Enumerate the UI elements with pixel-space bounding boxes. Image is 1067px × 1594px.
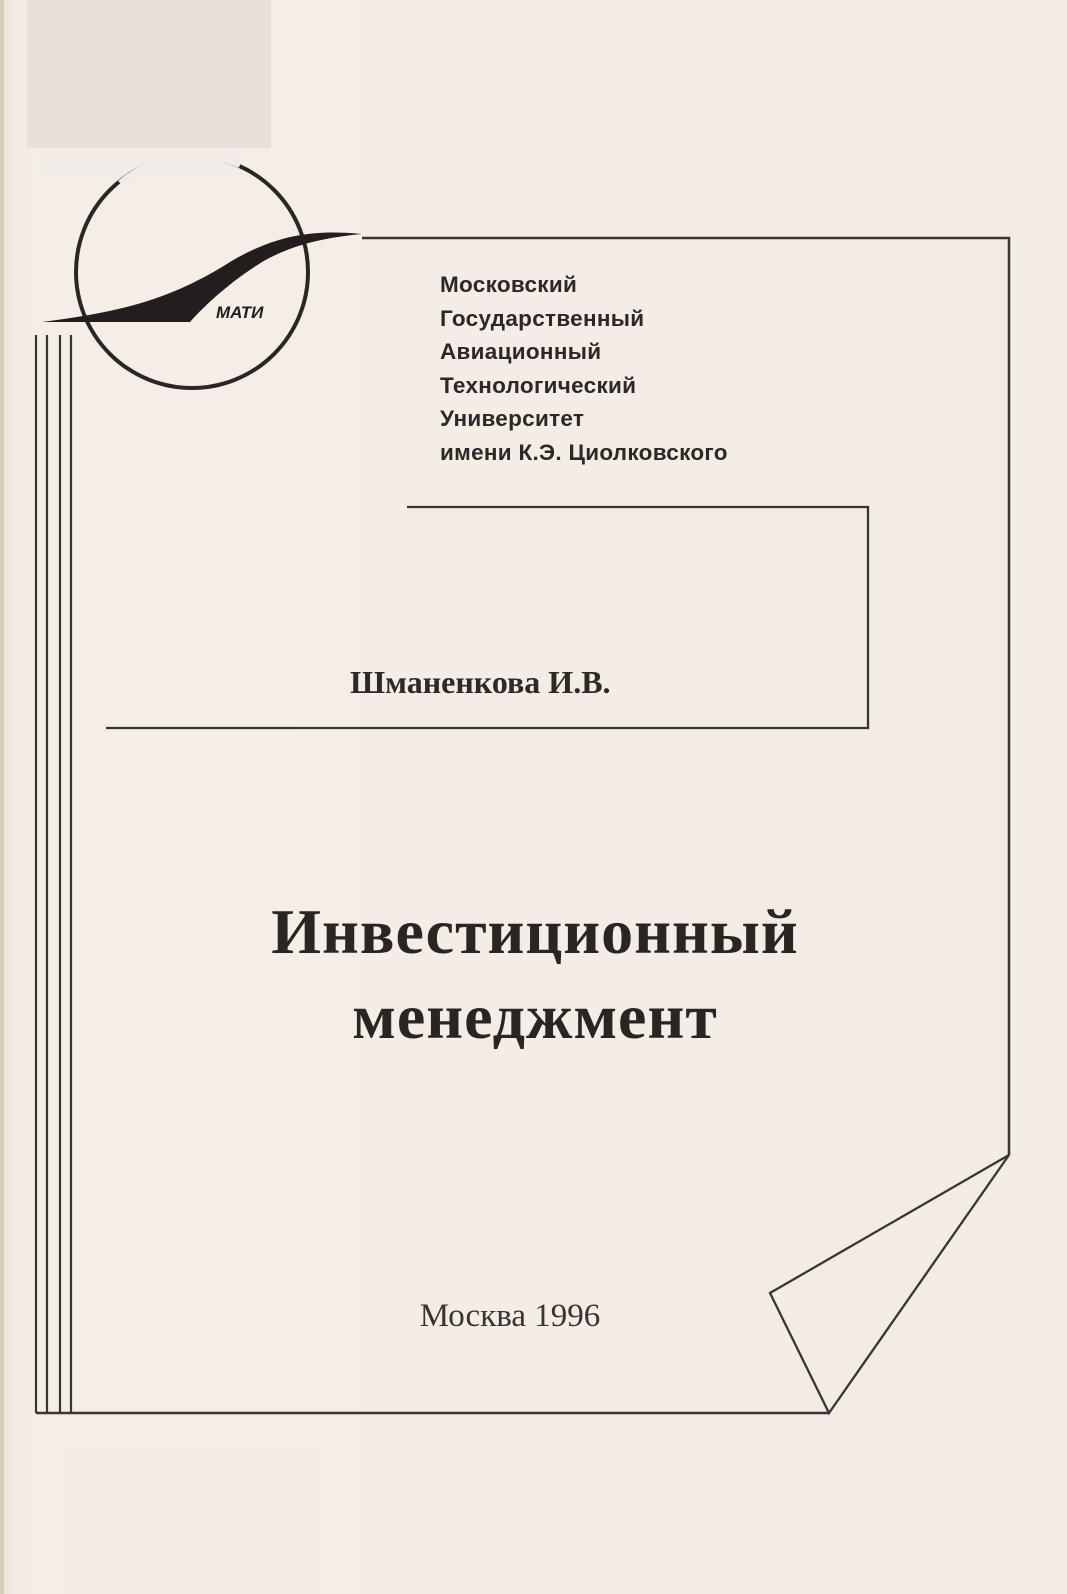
university-line: Технологический — [440, 372, 637, 398]
university-name — [440, 268, 728, 469]
imprint-city-year: Москва 1996 — [419, 1298, 601, 1334]
university-line: Университет — [440, 406, 585, 431]
university-line: Авиационный — [440, 339, 602, 364]
folded-corner-icon — [770, 1155, 1009, 1413]
spine-lines — [36, 335, 71, 1413]
author-name: Шманенкова И.В. — [350, 664, 611, 700]
logo-label: МАТИ — [216, 303, 264, 322]
book-title-line-1: Инвестиционный — [271, 896, 799, 967]
university-line: имени К.Э. Циолковского — [440, 439, 728, 465]
university-line: Московский — [440, 272, 578, 297]
mati-logo-icon — [42, 156, 362, 388]
book-title-line-2: менеджмент — [352, 981, 718, 1052]
university-line: Государственный — [440, 305, 645, 331]
